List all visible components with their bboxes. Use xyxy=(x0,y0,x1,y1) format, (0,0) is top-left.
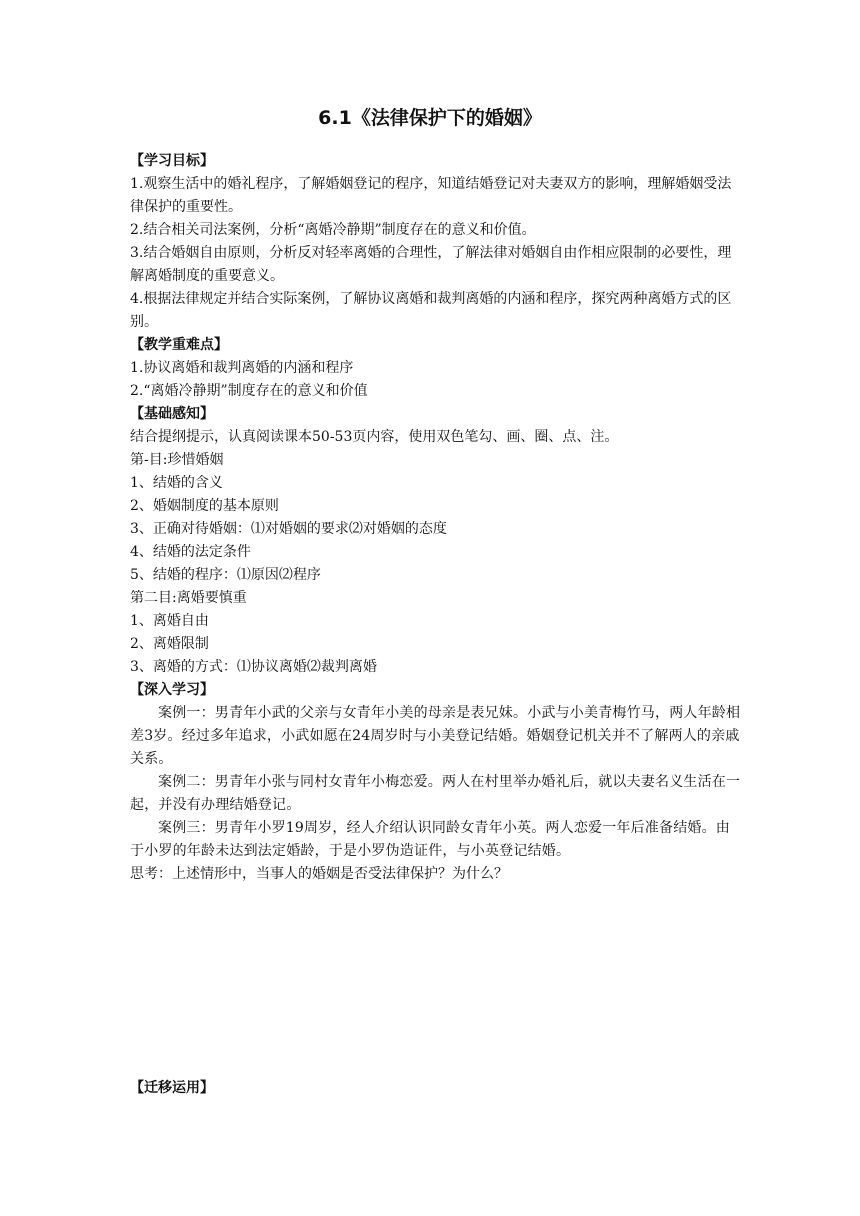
basics-line: 5、结婚的程序：⑴原因⑵程序 xyxy=(130,567,321,583)
thinking-question: 思考：上述情形中，当事人的婚姻是否受法律保护？为什么？ xyxy=(130,866,508,882)
section-heading-application: 【迁移运用】 xyxy=(130,1080,214,1096)
document-body xyxy=(130,150,742,886)
key-point-item: 1.协议离婚和裁判离婚的内涵和程序 xyxy=(130,360,354,376)
document-title: 6.1《法律保护下的婚姻》 xyxy=(318,107,542,129)
case-paragraph: 案例一：男青年小武的父亲与女青年小美的母亲是表兄妹。小武与小美青梅竹马，两人年龄相差3岁。经过多年追求，小武如愿在24周岁时与小美登记结婚。婚姻登记机关并不了解两人的亲戚关系。 xyxy=(130,705,741,767)
goal-item: 2.结合相关司法案例，分析“离婚冷静期”制度存在的意义和价值。 xyxy=(130,222,536,238)
section-heading-deep-learning: 【深入学习】 xyxy=(130,682,214,698)
section-heading-key-points: 【教学重难点】 xyxy=(130,337,228,353)
basics-line: 第二目:离婚要慎重 xyxy=(130,590,247,606)
case-paragraph: 案例二：男青年小张与同村女青年小梅恋爱。两人在村里举办婚礼后，就以夫妻名义生活在一起，并没有办理结婚登记。 xyxy=(130,774,741,813)
section-heading-basics: 【基础感知】 xyxy=(130,406,214,422)
goal-item: 3.结合婚姻自由原则，分析反对轻率离婚的合理性，了解法律对婚姻自由作相应限制的必要性，理解离婚制度的重要意义。 xyxy=(130,245,732,284)
basics-line: 4、结婚的法定条件 xyxy=(130,544,251,560)
basics-line: 3、正确对待婚姻：⑴对婚姻的要求⑵对婚姻的态度 xyxy=(130,521,447,537)
goal-item: 1.观察生活中的婚礼程序，了解婚姻登记的程序，知道结婚登记对夫妻双方的影响，理解婚姻受法律保护的重要性。 xyxy=(130,176,732,215)
basics-line: 结合提纲提示，认真阅读课本50-53页内容，使用双色笔勾、画、圈、点、注。 xyxy=(130,429,619,445)
case-paragraph: 案例三：男青年小罗19周岁，经人介绍认识同龄女青年小英。两人恋爱一年后准备结婚。由于小罗的年龄未达到法定婚龄，于是小罗伪造证件，与小英登记结婚。 xyxy=(130,820,731,859)
basics-line: 2、离婚限制 xyxy=(130,636,209,652)
basics-line: 第-目:珍惜婚姻 xyxy=(130,452,224,468)
basics-line: 3、离婚的方式：⑴协议离婚⑵裁判离婚 xyxy=(130,659,377,675)
basics-line: 2、婚姻制度的基本原则 xyxy=(130,498,279,514)
basics-line: 1、离婚自由 xyxy=(130,613,209,629)
goal-item: 4.根据法律规定并结合实际案例，了解协议离婚和裁判离婚的内涵和程序，探究两种离婚方式的区别。 xyxy=(130,291,732,330)
section-heading-goals: 【学习目标】 xyxy=(130,153,214,169)
basics-line: 1、结婚的含义 xyxy=(130,475,223,491)
key-point-item: 2.“离婚冷静期”制度存在的意义和价值 xyxy=(130,383,368,399)
